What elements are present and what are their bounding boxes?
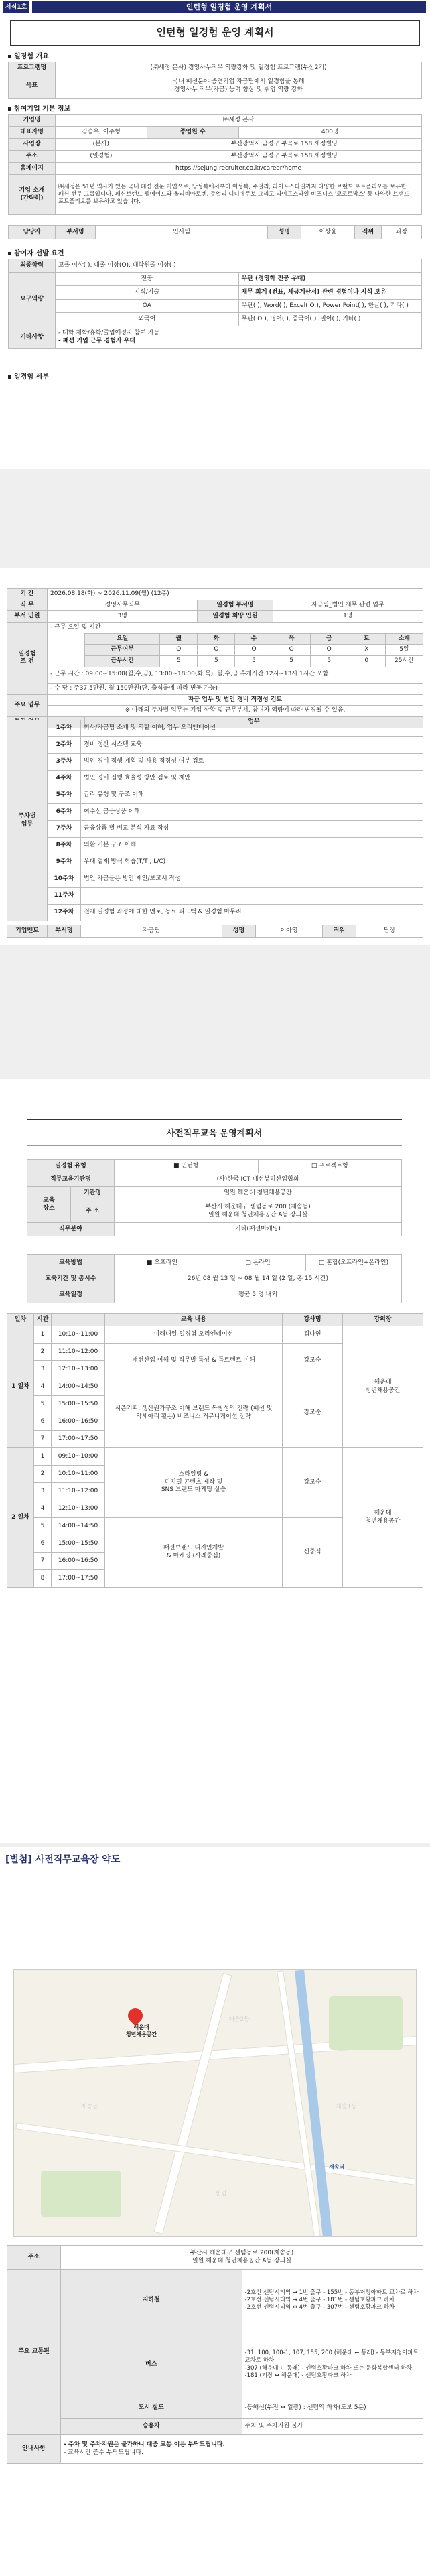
week-row <box>7 838 423 854</box>
week-number: 3주차 <box>48 754 81 771</box>
week-number: 8주차 <box>48 838 81 854</box>
map-label-1: 재송동 <box>81 2104 99 2110</box>
week-task: 회사/자금팀 소개 및 역할 이해, 업무 오리엔테이션 <box>81 720 423 737</box>
period-number: 4 <box>34 1378 52 1396</box>
period-number: 2 <box>34 1466 52 1483</box>
week-task: 우대 결제 방식 학습(T/T , L/C) <box>81 854 423 871</box>
cond-cell: 금 <box>310 633 348 645</box>
instructor: 강모순 <box>283 1448 343 1518</box>
edu-title: 사전직무교육 운영계획서 <box>27 1119 402 1146</box>
period-number: 6 <box>34 1413 52 1431</box>
section-company: 참여기업 기본 정보 <box>8 105 70 113</box>
week-number: 12주차 <box>48 905 81 921</box>
cond-cell: 소계 <box>385 633 423 645</box>
period-time: 12:10~13:00 <box>52 1500 105 1518</box>
detail-page <box>0 568 430 944</box>
period-time: 16:00~16:50 <box>52 1413 105 1431</box>
overview-table: 프로그램명 (㈜세정 본사) 경영사무직무 역량강화 및 일경험 프로그램(부산2기) 목표 국내 패션분야 중견기업 자금팀에서 일경험을 통해 경영사무 직무(자금) 능력 향상 및 취업 역량 강화 <box>8 62 422 99</box>
week-number: 7주차 <box>48 821 81 838</box>
period-time: 14:00~14:50 <box>52 1518 105 1535</box>
edu-info-table: 일경험 유형 ■ 인턴형 □ 프로젝트형 직무교육기관명 (사)한국 ICT 패션뷰티산업협회 교육 장소 기관명 일원 해운대 청년채용공간 주 소 부산시 해운대구 센텀동로 200 (재송동) 일원 해운대 청년채용공간 A동 강의실 직무분야 기타(패션마케팅) <box>27 1159 402 1236</box>
form-tag: 서식1호 <box>3 1 29 13</box>
cond-cell: 0 <box>348 656 385 667</box>
section-requirements: 참여자 선발 요건 <box>8 249 64 258</box>
week-number: 6주차 <box>48 804 81 821</box>
detail-table: 기 간 2026.08.18(화) ~ 2026.11.09(월) (12주) 직 무 경영사무직무 일경험 부서명 자금팀_법인 재무 관련 업무 부서 인원 3명 일경험 희망 인원 1명 일경험 조 건 - 근무 요일 및 시간 요일 월 화 수 목 금 토 소계 근무여부 O O O O O X 5일 근무시간 5 5 5 5 5 0 25시간 - 근무 시간 : 09:00~15:00(월,수,금), 13:00~18:00(화,목), 월,수,금 휴게시간 12시~13시 1시간 포함 - 수 당 : 주37.5만원, 월 150만원(단, 출석률에 따라 변동 가능) 주요 업무 자금 업무 및 법인 경비 적정성 검토 ※ 아래의 주차별 업무는 기업 상황 및 근무부서, 참여자 역량에 따라 변경될 수 있음. 업무 <box>7 588 423 728</box>
cond-cell: X <box>348 645 385 656</box>
cond-cell: O <box>160 645 198 656</box>
instructor: 신중식 <box>283 1518 343 1588</box>
page-gap-2 <box>0 945 430 1079</box>
cond-cell: 월 <box>160 633 198 645</box>
instructor: 강모순 <box>283 1344 343 1378</box>
cond-cell: 근무여부 <box>85 645 160 656</box>
map-pin-label: 해운대 청년채용공간 <box>125 2024 157 2038</box>
days-row <box>7 633 423 645</box>
week-number: 11주차 <box>48 888 81 905</box>
period-time: 15:00~15:50 <box>52 1535 105 1553</box>
cond-cell: 근무시간 <box>85 656 160 667</box>
period-time: 12:10~13:00 <box>52 1361 105 1378</box>
week-number: 2주차 <box>48 737 81 754</box>
map-label-2: 재송2동 <box>228 2016 250 2023</box>
period-time: 15:00~15:50 <box>52 1396 105 1413</box>
map-page <box>0 1848 430 2576</box>
week-task <box>81 888 423 905</box>
instructor: 김나연 <box>283 1326 343 1344</box>
cond-cell: 화 <box>198 633 235 645</box>
cond-cell: 요일 <box>85 633 160 645</box>
cond-cell: 5 <box>235 656 273 667</box>
cond-cell: 5 <box>273 656 310 667</box>
week-number: 1주차 <box>48 720 81 737</box>
period-time: 11:10~12:00 <box>52 1483 105 1500</box>
cond-cell: O <box>273 645 310 656</box>
week-row <box>7 771 423 787</box>
week-row <box>7 888 423 905</box>
week-number: 9주차 <box>48 854 81 871</box>
cond-cell: 목 <box>273 633 310 645</box>
week-row <box>7 737 423 754</box>
week-number: 10주차 <box>48 871 81 888</box>
section-detail: 일경험 세부 <box>8 373 49 381</box>
schedule-day: 1 일차 <box>7 1326 34 1448</box>
schedule-row <box>7 1326 423 1344</box>
schedule-table: 일차 시간 교육 내용 강사명 강의장 1 일차 1 10:10~11:00 미래내일 일경험 오리엔테이션 김나연 해운대 청년채용공간 2 11:10~12:00 패션산업 이해 및 직무별 특성 & 틈트렌트 이해 강모순 3 12:10~13:00 4 14:00~14:50 시즌기획, 생산원가구조 이해 브랜드 독창성의 전략 (패션 및 악세아리 활용) 비즈니스 커뮤니케이션 전략 강모순 5 15:00~15:50 6 16:00~16:50 7 17:00~17:50 2 일차 1 09:10~10:00 스타일링 & 디지털 콘텐츠 제작 및 SNS 브랜드 마케팅 실습 강모순 해운대 청년채용공간 2 10:10~11:00 3 11:10~12:00 4 12:10~13:00 5 14:00~14:50 패션브랜드 디지인개발 & 마케팅 (사례중심) 신중식 6 15:00~15:50 7 16:00~16:50 8 17:00~17:50 <box>7 1313 423 1588</box>
course-content: 시즌기획, 생산원가구조 이해 브랜드 독창성의 전략 (패션 및 악세아리 활용) 비즈니스 커뮤니케이션 전략 <box>105 1378 283 1448</box>
period-number: 1 <box>34 1326 52 1344</box>
cond-cell: 5 <box>198 656 235 667</box>
hours-row <box>7 656 423 667</box>
cond-cell: 토 <box>348 633 385 645</box>
section-overview: 일경험 개요 <box>8 52 49 61</box>
workday-row <box>7 645 423 656</box>
direction-table: 주소 부산시 해운대구 센텀동로 200(재송동) 일원 해운대 청년채용공간 A동 강의실 주요 교통편 지하철 -2호선 센텀시티역 → 1번 출구 - 155번 - 동부저청아파트 교차로 하차 -2호선 센텀시티역 → 4번 출구 - 181번 - 센텀호황파크 하차 -2호선 센텀시티역 ↔ 4번 출구 - 307번 - 센텀호황파크 하차 버스 -31, 100, 100-1, 107, 155, 200 (해운대 ← 동래) - 동부저청아파트 교차로 하차 -307 (해운대 ← 동래) - 센텀호황파크 하차 또는 문화복합센터 하차 -181 (기장 ↔ 해운대) - 센텀호황파크 하차 도시 철도 -동해선(부전 ↔ 일광) : 센텀역 하차(도보 5분) 승용차 주차 및 주차지원 불가 안내사항 - 주차 및 주차지원은 불가하니 대중 교통 이용 부탁드립니다. - 교육시간 준수 부탁드립니다. <box>7 2245 423 2464</box>
cond-cell: 수 <box>235 633 273 645</box>
weekly-label: 주차별 업무 <box>7 720 48 921</box>
period-number: 5 <box>34 1518 52 1535</box>
map-label-station: 재송역 <box>329 2164 345 2170</box>
map-label-4: 센텀 <box>215 2191 227 2197</box>
cond-cell: 5 <box>160 656 198 667</box>
period-number: 5 <box>34 1396 52 1413</box>
map-title: [별첨] 사전직무교육장 약도 <box>5 1854 121 1865</box>
week-task: 금융상품 별 비교 분석 자료 작성 <box>81 821 423 838</box>
schedule-day: 2 일차 <box>7 1448 34 1588</box>
cond-cell: O <box>235 645 273 656</box>
week-task: 외환 기본 구조 이해 <box>81 838 423 854</box>
course-content: 미래내일 일경험 오리엔테이션 <box>105 1326 283 1344</box>
requirements-table: 최종학력 고졸 이상( ), 대졸 이상(O), 대학원졸 이상( ) 요구역량 전공 무관 (경영학 전공 우대) 지식/기술 재무 회계 (전표, 세금계산서) 관련 경험이나 지식 보유 OA 무관( ), Word( ), Excel( O ), Power Point( ), 한글( ), 기타( ) 외국어 무관( O ), 영어( ), 중국어( ), 일어( ), 기타( ) 기타사항 - 대학 재학/휴학/졸업예정자 참여 가능 - 패션 기업 근무 경험자 우대 <box>8 259 422 349</box>
manager-table: 담당자 부서명 인사팀 성명 이상윤 직위 과장 <box>8 225 422 239</box>
map-image <box>13 1969 417 2237</box>
period-number: 6 <box>34 1535 52 1553</box>
period-number: 1 <box>34 1448 52 1466</box>
classroom: 해운대 청년채용공간 <box>343 1448 423 1588</box>
period-time: 16:00~16:50 <box>52 1553 105 1570</box>
week-row <box>7 821 423 838</box>
week-task: 전체 일경험 과정에 대한 멘토, 동료 피드백 & 일경험 마무리 <box>81 905 423 921</box>
map-label-3: 재송1동 <box>336 2104 357 2110</box>
page-gap <box>0 469 430 568</box>
course-content: 스타일링 & 디지털 콘텐츠 제작 및 SNS 브랜드 마케팅 실습 <box>105 1448 283 1518</box>
weekly-table <box>7 720 423 921</box>
period-number: 3 <box>34 1361 52 1378</box>
period-time: 09:10~10:00 <box>52 1448 105 1466</box>
period-time: 14:00~14:50 <box>52 1378 105 1396</box>
period-number: 8 <box>34 1570 52 1588</box>
period-number: 3 <box>34 1483 52 1500</box>
period-number: 7 <box>34 1553 52 1570</box>
course-content: 패션산업 이해 및 직무별 특성 & 틈트렌트 이해 <box>105 1344 283 1378</box>
week-row <box>7 905 423 921</box>
week-task: 여수신 금융상품 이해 <box>81 804 423 821</box>
course-content: 패션브랜드 디지인개발 & 마케팅 (사례중심) <box>105 1518 283 1588</box>
period-number: 4 <box>34 1500 52 1518</box>
week-task: 법인 경비 집행 효율성 방안 검토 및 제안 <box>81 771 423 787</box>
period-time: 10:10~11:00 <box>52 1466 105 1483</box>
cond-cell: O <box>198 645 235 656</box>
page-gap-3 <box>0 1843 430 1847</box>
header-title: 인턴형 일경험 운영 계획서 <box>32 1 426 13</box>
period-number: 7 <box>34 1431 52 1448</box>
doc-title: 인턴형 일경험 운영 계획서 <box>10 20 420 46</box>
week-task: 경비 정산 시스템 교육 <box>81 737 423 754</box>
period-time: 11:10~12:00 <box>52 1344 105 1361</box>
period-number: 2 <box>34 1344 52 1361</box>
company-table: 기업명 ㈜세정 본사 대표자명 김승우, 이주형 종업원 수 400명 사업장 (본사) 부산광역시 금정구 부곡로 158 세정빌딩 주소 (일경험) 부산광역시 금정구 부곡로 158 세정빌딩 홈페이지 https://sejung.recruiter.co.kr/career/home 기업 소개 (간략히) ㈜세정은 51년 역사가 있는 국내 패션 전문 기업으로, 남성복에서부터 여성복, 주얼리, 라이프스타일까지 다양한 브랜드 포트폴리오를 보유한 패션 선두 그룹입니다. 패션브랜드 웰메이드와 올리비아로렌, 주얼리 디디에두보 그리고 라이프스타일 비즈니스 '코코로박스' 등 다양한 브랜드 포트폴리오를 보유하고 있습니다. <box>8 114 422 215</box>
week-task: 법인 자금운용 방안 제안/보고서 작성 <box>81 871 423 888</box>
week-row <box>7 804 423 821</box>
edu-method-table: 교육방법 ■ 오프라인 □ 온라인 □ 혼합(오프라인+온라인) 교육기간 및 총시수 26년 08 월 13 일 ~ 08 월 14 일 (2 일, 총 15 시간) 교육일정 평균 5 명 내외 <box>27 1254 402 1303</box>
cond-cell: 5 <box>310 656 348 667</box>
week-task: 급리 유형 및 구조 이해 <box>81 787 423 804</box>
week-row <box>7 787 423 804</box>
period-time: 10:10~11:00 <box>52 1326 105 1344</box>
period-time: 17:00~17:50 <box>52 1570 105 1588</box>
edu-page <box>0 1079 430 1843</box>
week-task: 법인 경비 집행 계획 및 사용 적정성 여부 검토 <box>81 754 423 771</box>
mentor-table: 기업멘토 부서명 자금팀 성명 이아영 직위 팀장 <box>7 925 423 938</box>
instructor: 강모순 <box>283 1378 343 1448</box>
period-time: 17:00~17:50 <box>52 1431 105 1448</box>
classroom: 해운대 청년채용공간 <box>343 1326 423 1448</box>
cond-cell: 5일 <box>385 645 423 656</box>
week-row <box>7 754 423 771</box>
schedule-row <box>7 1448 423 1466</box>
cond-cell: 25시간 <box>385 656 423 667</box>
week-number: 4주차 <box>48 771 81 787</box>
week-row <box>7 854 423 871</box>
week-row <box>7 720 423 737</box>
map-pin <box>125 2005 145 2026</box>
week-number: 5주차 <box>48 787 81 804</box>
week-row <box>7 871 423 888</box>
cond-cell: O <box>310 645 348 656</box>
plan-page <box>0 0 430 516</box>
